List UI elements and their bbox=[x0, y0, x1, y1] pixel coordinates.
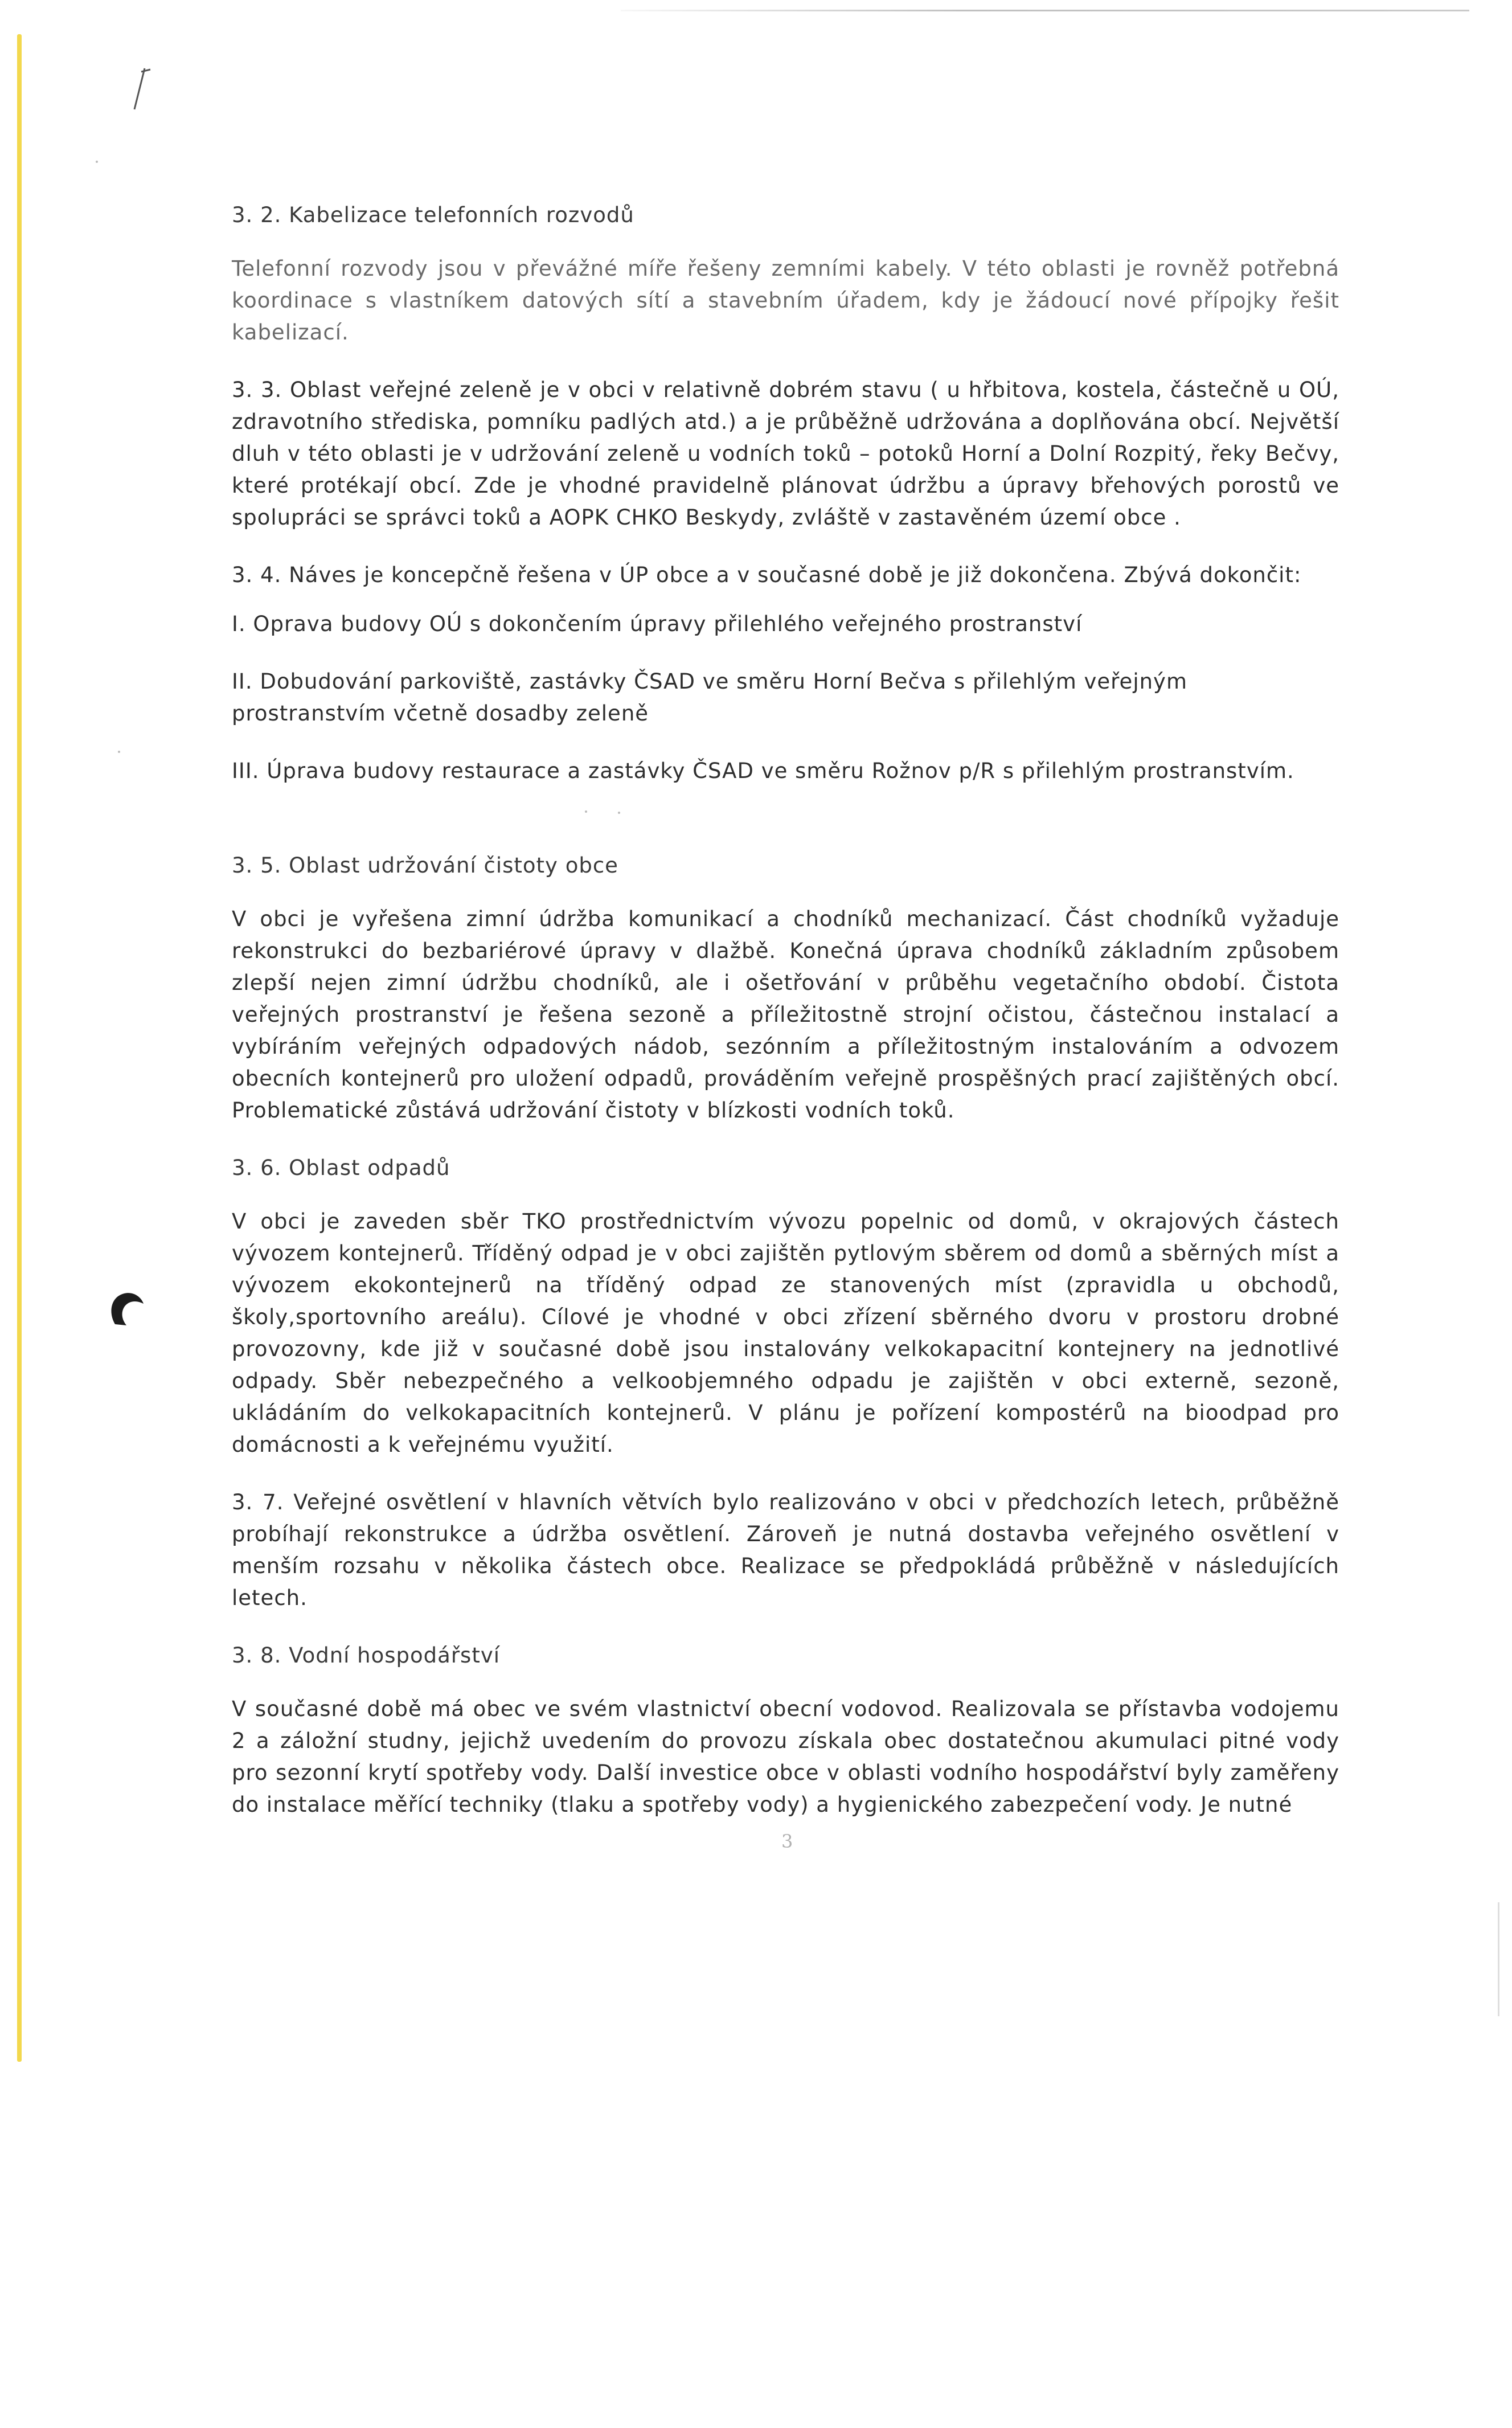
page-number: 3 bbox=[781, 1831, 793, 1852]
margin-highlight-bar bbox=[17, 34, 22, 2062]
paragraph-greenery: 3. 3. Oblast veřejné zeleně je v obci v relativně dobrém stavu ( u hřbitova, kostela, částečně u OÚ, zdravotního střediska, pomníku padlých atd.) a je průběžně udržována a doplňována obcí. Největší dluh v této oblasti je v udržování zeleně u vodních toků – potoků Horní a Dolní Rozpitý, řeky Bečvy, které protékají obcí. Zde je vhodné pravidelně plánovat údržbu a úpravy břehových porostů ve spolupráci se správci toků a AOPK CHKO Beskydy, zvláště v zastavěném území obce . bbox=[232, 378, 1339, 530]
paragraph-water: V současné době má obec ve svém vlastnictví obecní vodovod. Realizovala se přístavba vodojemu 2 a záložní studny, jejichž uvedením do provozu získala obec dostatečnou akumulaci pitné vody pro sezonní krytí spotřeby vody. Další investice obce v oblasti vodního hospodářství byly zaměřeny do instalace měřící techniky (tlaku a spotřeby vody) a hygienického zabezpečení vody. Je nutné bbox=[232, 1697, 1339, 1817]
scan-top-line bbox=[621, 10, 1469, 11]
paragraph-lighting: 3. 7. Veřejné osvětlení v hlavních větvích bylo realizováno v obci v předchozích letech, průběžně probíhají rekonstrukce a údržba osvětlení. Zároveň je nutná dostavba veřejného osvětlení v menším rozsahu v několika částech obce. Realizace se předpokládá průběžně v následujících letech. bbox=[232, 1490, 1339, 1610]
section-heading-3-5: 3. 5. Oblast udržování čistoty obce bbox=[232, 853, 618, 878]
section-heading-3-8: 3. 8. Vodní hospodářství bbox=[232, 1643, 500, 1668]
list-item: II. Dobudování parkoviště, zastávky ČSAD ve směru Horní Bečva s přilehlým veřejným prostranstvím včetně dosadby zeleně bbox=[232, 669, 1187, 726]
section-heading-3-2: 3. 2. Kabelizace telefonních rozvodů bbox=[232, 203, 634, 227]
hole-punch-mark bbox=[104, 1284, 155, 1330]
list-item: I. Oprava budovy OÚ s dokončením úpravy přilehlého veřejného prostranství bbox=[232, 612, 1083, 636]
section-heading-3-6: 3. 6. Oblast odpadů bbox=[232, 1156, 450, 1180]
paragraph-square: 3. 4. Náves je koncepčně řešena v ÚP obce a v současné době je již dokončena. Zbývá dokončit: bbox=[232, 563, 1302, 587]
document-body bbox=[232, 199, 1339, 1846]
paragraph-telephone: Telefonní rozvody jsou v převážné míře řešeny zemními kabely. V této oblasti je rovněž potřebná koordinace s vlastníkem datových sítí a stavebním úřadem, kdy je žádoucí nové přípojky řešit kabelizací. bbox=[232, 256, 1339, 345]
scan-speck bbox=[118, 751, 120, 753]
paragraph-cleanliness: V obci je vyřešena zimní údržba komunikací a chodníků mechanizací. Část chodníků vyžaduje rekonstrukci do bezbariérové úpravy v dlažbě. Konečná úprava chodníků základním způsobem zlepší nejen zimní údržbu chodníků, ale i ošetřování v průběhu vegetačního období. Čistota veřejných prostranství je řešena sezoně a příležitostně strojní očistou, částečnou instalací a vybíráním veřejných odpadových nádob, sezónním a příležitostným instalováním a odvozem obecních kontejnerů pro uložení odpadů, prováděním veřejně prospěšných prací zajištěných obcí. Problematické zůstává udržování čistoty v blízkosti vodních toků. bbox=[232, 907, 1339, 1123]
paragraph-waste: V obci je zaveden sběr TKO prostřednictvím vývozu popelnic od domů, v okrajových částech vývozem kontejnerů. Tříděný odpad je v obci zajištěn pytlovým sběrem od domů a sběrných míst a vývozem ekokontejnerů na tříděný odpad ze stanovených míst (zpravidla u obchodů, školy,sportovního areálu). Cílové je vhodné v obci zřízení sběrného dvoru v prostoru drobné provozovny, kde již v současné době jsou instalovány velkokapacitní kontejnery na jednotlivé odpady. Sběr nebezpečného a velkoobjemného odpadu je zajištěn v obci externě, sezoně, ukládáním do velkokapacitních kontejnerů. V plánu je pořízení kompostérů na bioodpad pro domácnosti a k veřejnému využití. bbox=[232, 1209, 1339, 1457]
scan-edge bbox=[1498, 1902, 1499, 2016]
list-item: III. Úprava budovy restaurace a zastávky ČSAD ve směru Rožnov p/R s přilehlým prostranstvím. bbox=[232, 759, 1294, 783]
pen-mark bbox=[130, 66, 153, 112]
scan-speck bbox=[96, 161, 98, 163]
